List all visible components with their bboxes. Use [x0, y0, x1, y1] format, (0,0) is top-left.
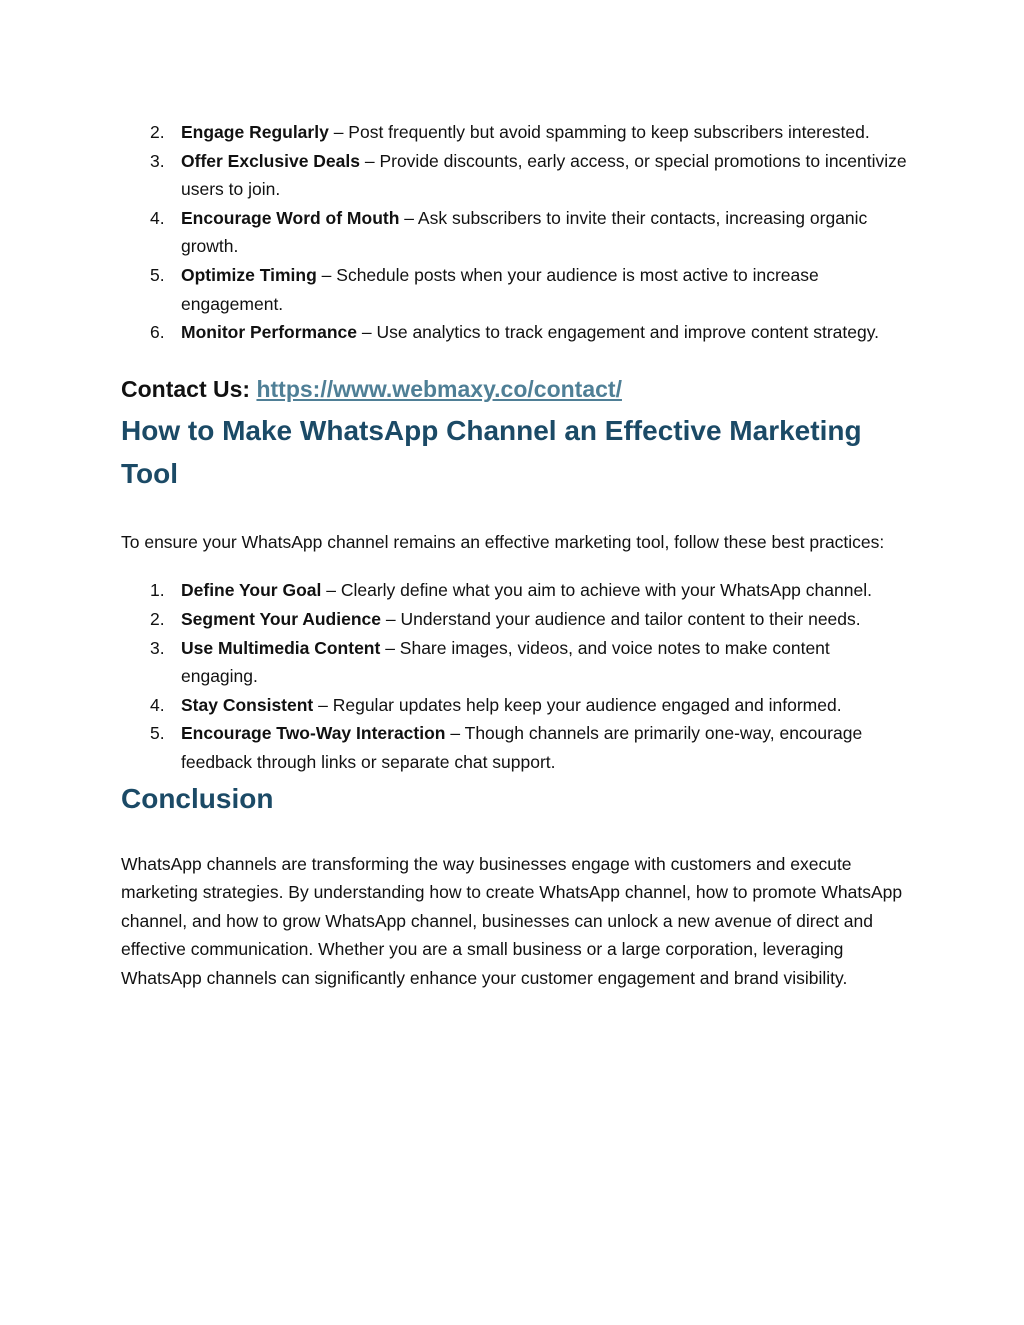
list-item	[121, 318, 911, 347]
list-item	[121, 576, 911, 605]
list-item-text: – Post frequently but avoid spamming to keep subscribers interested.	[333, 122, 870, 142]
list-item-title: Segment Your Audience	[181, 608, 381, 629]
conclusion-paragraph: WhatsApp channels are transforming the way businesses engage with customers and execute marketing strategies. By understanding how to create WhatsApp channel, how to promote WhatsApp channel, and how to grow WhatsApp channel, businesses can unlock a new avenue of direct and effective communication. Whether you are a small business or a large corporation, leveraging WhatsApp channels can significantly enhance your customer engagement and brand visibility.	[121, 853, 903, 988]
list-item-text: – Provide discounts, early access, or special promotions to incentivize users to join.	[181, 150, 907, 200]
list-number: 5.	[150, 264, 165, 285]
contact-link[interactable]: https://www.webmaxy.co/contact/	[256, 375, 622, 402]
list-item	[121, 605, 911, 634]
list-number: 3.	[150, 150, 165, 171]
list-number: 3.	[150, 637, 165, 658]
list-item-text: – Understand your audience and tailor content to their needs.	[385, 608, 861, 629]
section-heading-effective-marketing: How to Make WhatsApp Channel an Effective Marketing Tool	[121, 414, 862, 489]
list-item	[121, 118, 911, 147]
list-number: 4.	[150, 694, 165, 715]
list-number: 2.	[150, 608, 165, 629]
list-item-text: – Ask subscribers to invite their contacts, increasing organic growth.	[181, 207, 868, 257]
list-item-title: Offer Exclusive Deals	[181, 150, 360, 171]
document-page	[121, 118, 911, 992]
tips-list	[121, 118, 911, 347]
section-intro: To ensure your WhatsApp channel remains an effective marketing tool, follow these best practices:	[121, 531, 885, 552]
list-item	[121, 634, 911, 691]
list-item-title: Encourage Word of Mouth	[181, 207, 400, 228]
list-item-title: Define Your Goal	[181, 580, 322, 601]
list-item	[121, 719, 911, 776]
list-item-text: – Regular updates help keep your audience engaged and informed.	[318, 694, 842, 715]
list-item-title: Use Multimedia Content	[181, 637, 381, 658]
list-item-text: – Though channels are primarily one-way, encourage feedback through links or separate chat support.	[181, 723, 863, 772]
contact-label: Contact Us:	[121, 375, 251, 402]
list-item-title: Encourage Two-Way Interaction	[181, 723, 446, 744]
list-item-title: Stay Consistent	[181, 694, 314, 715]
list-item-text: – Clearly define what you aim to achieve with your WhatsApp channel.	[326, 580, 872, 601]
list-item	[121, 147, 911, 204]
list-item	[121, 261, 911, 318]
list-item-title: Monitor Performance	[181, 322, 357, 343]
contact-line	[121, 369, 911, 409]
list-item-title: Optimize Timing	[181, 264, 317, 285]
list-number: 2.	[150, 122, 165, 142]
list-number: 4.	[150, 207, 165, 228]
list-number: 6.	[150, 322, 165, 343]
list-item-title: Engage Regularly	[181, 122, 329, 142]
list-item-text: – Use analytics to track engagement and improve content strategy.	[361, 322, 880, 343]
list-number: 5.	[150, 723, 165, 744]
list-item	[121, 204, 911, 261]
list-item-text: – Share images, videos, and voice notes to make content engaging.	[181, 637, 830, 687]
list-item-text: – Schedule posts when your audience is most active to increase engagement.	[181, 264, 819, 314]
list-item	[121, 691, 911, 720]
best-practices-list	[121, 576, 911, 776]
list-number: 1.	[150, 580, 165, 601]
section-heading-conclusion: Conclusion	[121, 782, 274, 814]
